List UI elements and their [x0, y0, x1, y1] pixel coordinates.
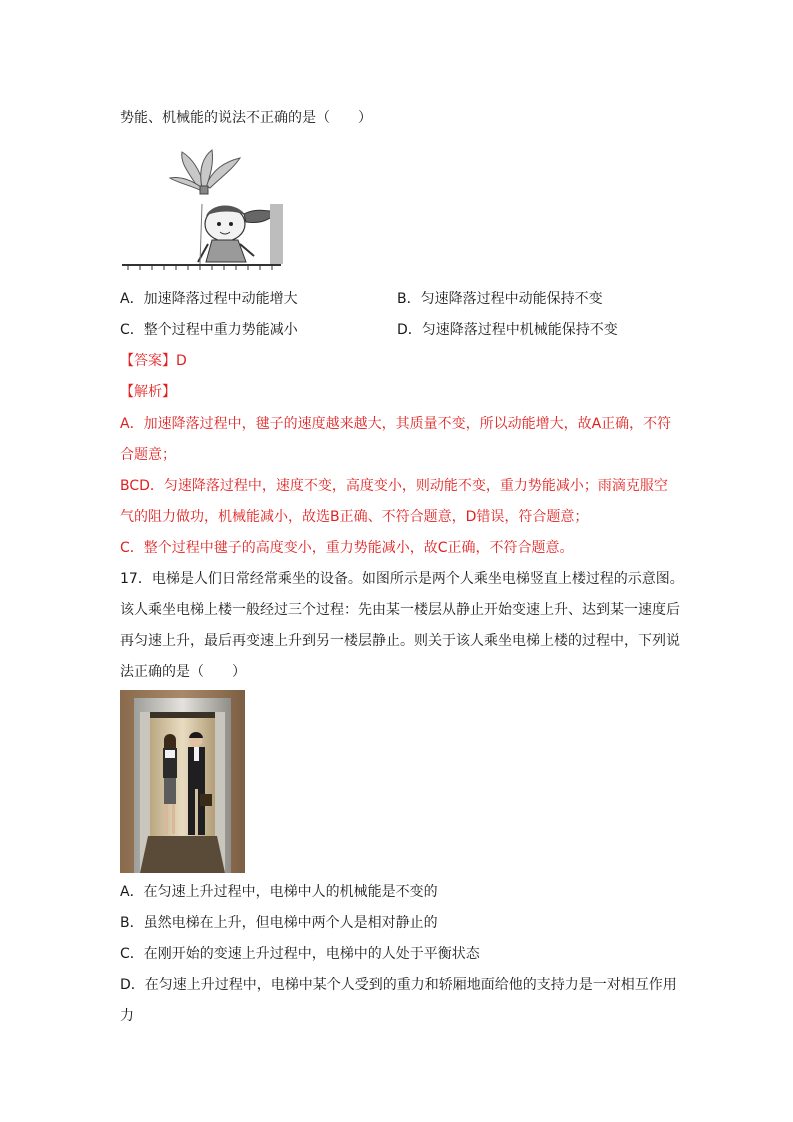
q17-option-b: B．虽然电梯在上升，但电梯中两个人是相对静止的	[120, 915, 438, 931]
q16-analysis-line: C．整个过程中毽子的高度变小，重力势能减小，故C正确，不符合题意。	[120, 540, 574, 556]
q16-option-b: B．匀速降落过程中动能保持不变	[397, 291, 603, 307]
q16-analysis-line: 合题意；	[120, 447, 176, 463]
q17-stem-line: 17．电梯是人们日常经常乘坐的设备。如图所示是两个人乘坐电梯竖直上楼过程的示意图。	[120, 571, 684, 587]
q16-analysis-line: BCD．匀速降落过程中，速度不变，高度变小，则动能不变，重力势能减小；雨滴克服空	[120, 478, 668, 494]
elevator-photo	[120, 690, 245, 873]
q17-stem-line: 该人乘坐电梯上楼一般经过三个过程：先由某一楼层从静止开始变速上升、达到某一速度后	[120, 602, 680, 618]
q16-option-d: D．匀速降落过程中机械能保持不变	[397, 322, 618, 338]
q16-analysis-line: A．加速降落过程中，毽子的速度越来越大，其质量不变，所以动能增大，故A正确，不符	[120, 416, 672, 432]
shuttlecock-kick-figure	[120, 144, 283, 270]
q17-option-d-continuation: 力	[120, 1008, 134, 1024]
q17-option-a: A．在匀速上升过程中，电梯中人的机械能是不变的	[120, 884, 438, 900]
q16-answer: 【答案】D	[120, 353, 187, 369]
q17-option-d: D．在匀速上升过程中，电梯中某个人受到的重力和轿厢地面给他的支持力是一对相互作用	[120, 977, 677, 993]
q16-stem: 势能、机械能的说法不正确的是（ ）	[120, 110, 372, 126]
q16-analysis-label: 【解析】	[120, 384, 176, 400]
q17-stem-line: 法正确的是（ ）	[120, 664, 246, 680]
q16-option-a: A．加速降落过程中动能增大	[120, 291, 298, 307]
q16-option-c: C．整个过程中重力势能减小	[120, 322, 298, 338]
q17-stem-line: 再匀速上升，最后再变速上升到另一楼层静止。则关于该人乘坐电梯上楼的过程中，下列说	[120, 633, 680, 649]
q17-option-c: C．在刚开始的变速上升过程中，电梯中的人处于平衡状态	[120, 946, 480, 962]
q16-analysis-line: 气的阻力做功，机械能减小，故选B正确、不符合题意，D错误，符合题意；	[120, 509, 589, 525]
